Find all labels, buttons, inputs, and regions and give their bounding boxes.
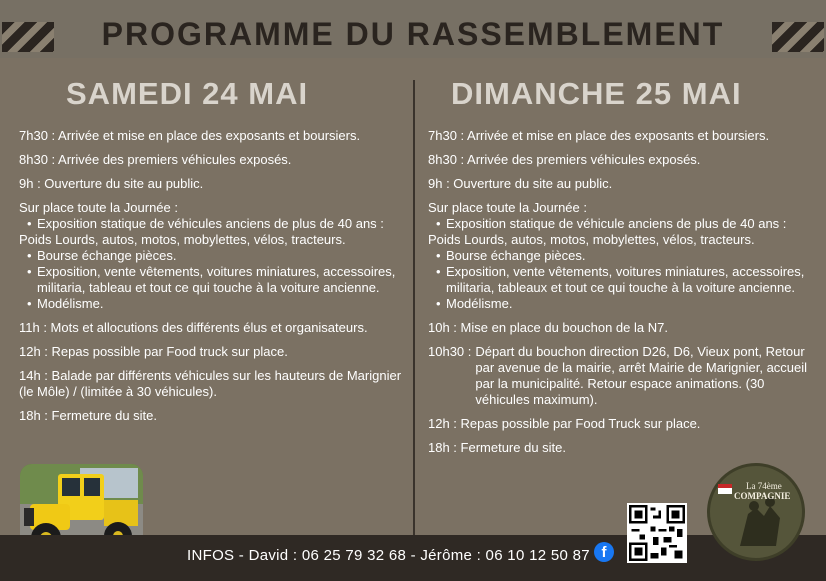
list-item-sub: Poids Lourds, autos, motos, mobylettes, vélos, tracteurs. bbox=[428, 232, 755, 247]
saturday-schedule bbox=[19, 128, 411, 432]
schedule-item: 12h : Repas possible par Food truck sur place. bbox=[19, 344, 288, 359]
allday-label: Sur place toute la Journée : bbox=[428, 200, 587, 215]
schedule-item: 9h : Ouverture du site au public. bbox=[19, 176, 204, 191]
qr-code-icon[interactable] bbox=[627, 503, 687, 563]
page-title: PROGRAMME DU RASSEMBLEMENT bbox=[101, 16, 725, 52]
departure-time: 10h30 : bbox=[428, 344, 472, 359]
list-item: • Modélisme. bbox=[428, 296, 820, 312]
facebook-icon[interactable]: f bbox=[594, 542, 614, 562]
departure-item bbox=[428, 344, 820, 408]
list-item: • Exposition, vente vêtements, voitures miniatures, accessoires, militaria, tableaux et tout ce qui touche à la voiture ancienne. bbox=[428, 264, 820, 296]
list-item-sub: Poids Lourds, autos, motos, mobylettes, vélos, tracteurs. bbox=[19, 232, 346, 247]
list-item: • Bourse échange pièces. bbox=[19, 248, 411, 264]
schedule-item: 8h30 : Arrivée des premiers véhicules exposés. bbox=[428, 152, 701, 167]
allday-list bbox=[19, 216, 411, 312]
schedule-item: 10h : Mise en place du bouchon de la N7. bbox=[428, 320, 668, 335]
schedule-item: 12h : Repas possible par Food Truck sur place. bbox=[428, 416, 701, 431]
schedule-item: 9h : Ouverture du site au public. bbox=[428, 176, 613, 191]
logo-line1: La 74ème bbox=[746, 481, 782, 491]
logo-line2: COMPAGNIE bbox=[734, 491, 791, 501]
list-item: • Exposition statique de véhicule anciens de plus de 40 ans : Poids Lourds, autos, motos, mobylettes, vélos, tracteurs. bbox=[428, 216, 820, 248]
schedule-item: 18h : Fermeture du site. bbox=[428, 440, 567, 455]
schedule-item: 7h30 : Arrivée et mise en place des exposants et boursiers. bbox=[428, 128, 770, 143]
column-divider bbox=[413, 80, 415, 535]
allday-label: Sur place toute la Journée : bbox=[19, 200, 178, 215]
list-item: • Exposition statique de véhicules anciens de plus de 40 ans : Poids Lourds, autos, motos, mobylettes, vélos, tracteurs. bbox=[19, 216, 411, 248]
contact-info: INFOS - David : 06 25 79 32 68 - Jérôme : 06 10 12 50 87 bbox=[187, 547, 590, 564]
list-item: • Modélisme. bbox=[19, 296, 411, 312]
schedule-item: 7h30 : Arrivée et mise en place des exposants et boursiers. bbox=[19, 128, 361, 143]
departure-text: Départ du bouchon direction D26, D6, Vieux pont, Retour par avenue de la mairie, arrêt Mairie de Marignier, accueil par la municipalité. Retour espace animations. (30 véhicules maximum). bbox=[475, 344, 808, 407]
list-item: • Bourse échange pièces. bbox=[428, 248, 820, 264]
saturday-title: SAMEDI 24 MAI bbox=[66, 76, 309, 111]
schedule-item: 14h : Balade par différents véhicules sur les hauteurs de Marignier (le Môle) / (limitée à 30 véhicules). bbox=[19, 368, 402, 399]
sunday-title: DIMANCHE 25 MAI bbox=[451, 76, 742, 111]
schedule-item: 8h30 : Arrivée des premiers véhicules exposés. bbox=[19, 152, 292, 167]
compagnie-logo bbox=[707, 463, 805, 561]
soldiers-emblem-icon bbox=[710, 466, 802, 558]
schedule-item: 18h : Fermeture du site. bbox=[19, 408, 158, 423]
allday-list bbox=[428, 216, 820, 312]
sunday-schedule bbox=[428, 128, 820, 464]
schedule-item: 11h : Mots et allocutions des différents élus et organisateurs. bbox=[19, 320, 368, 335]
list-item: • Exposition, vente vêtements, voitures miniatures, accessoires, militaria, tableau et tout ce qui touche à la voiture ancienne. bbox=[19, 264, 411, 296]
